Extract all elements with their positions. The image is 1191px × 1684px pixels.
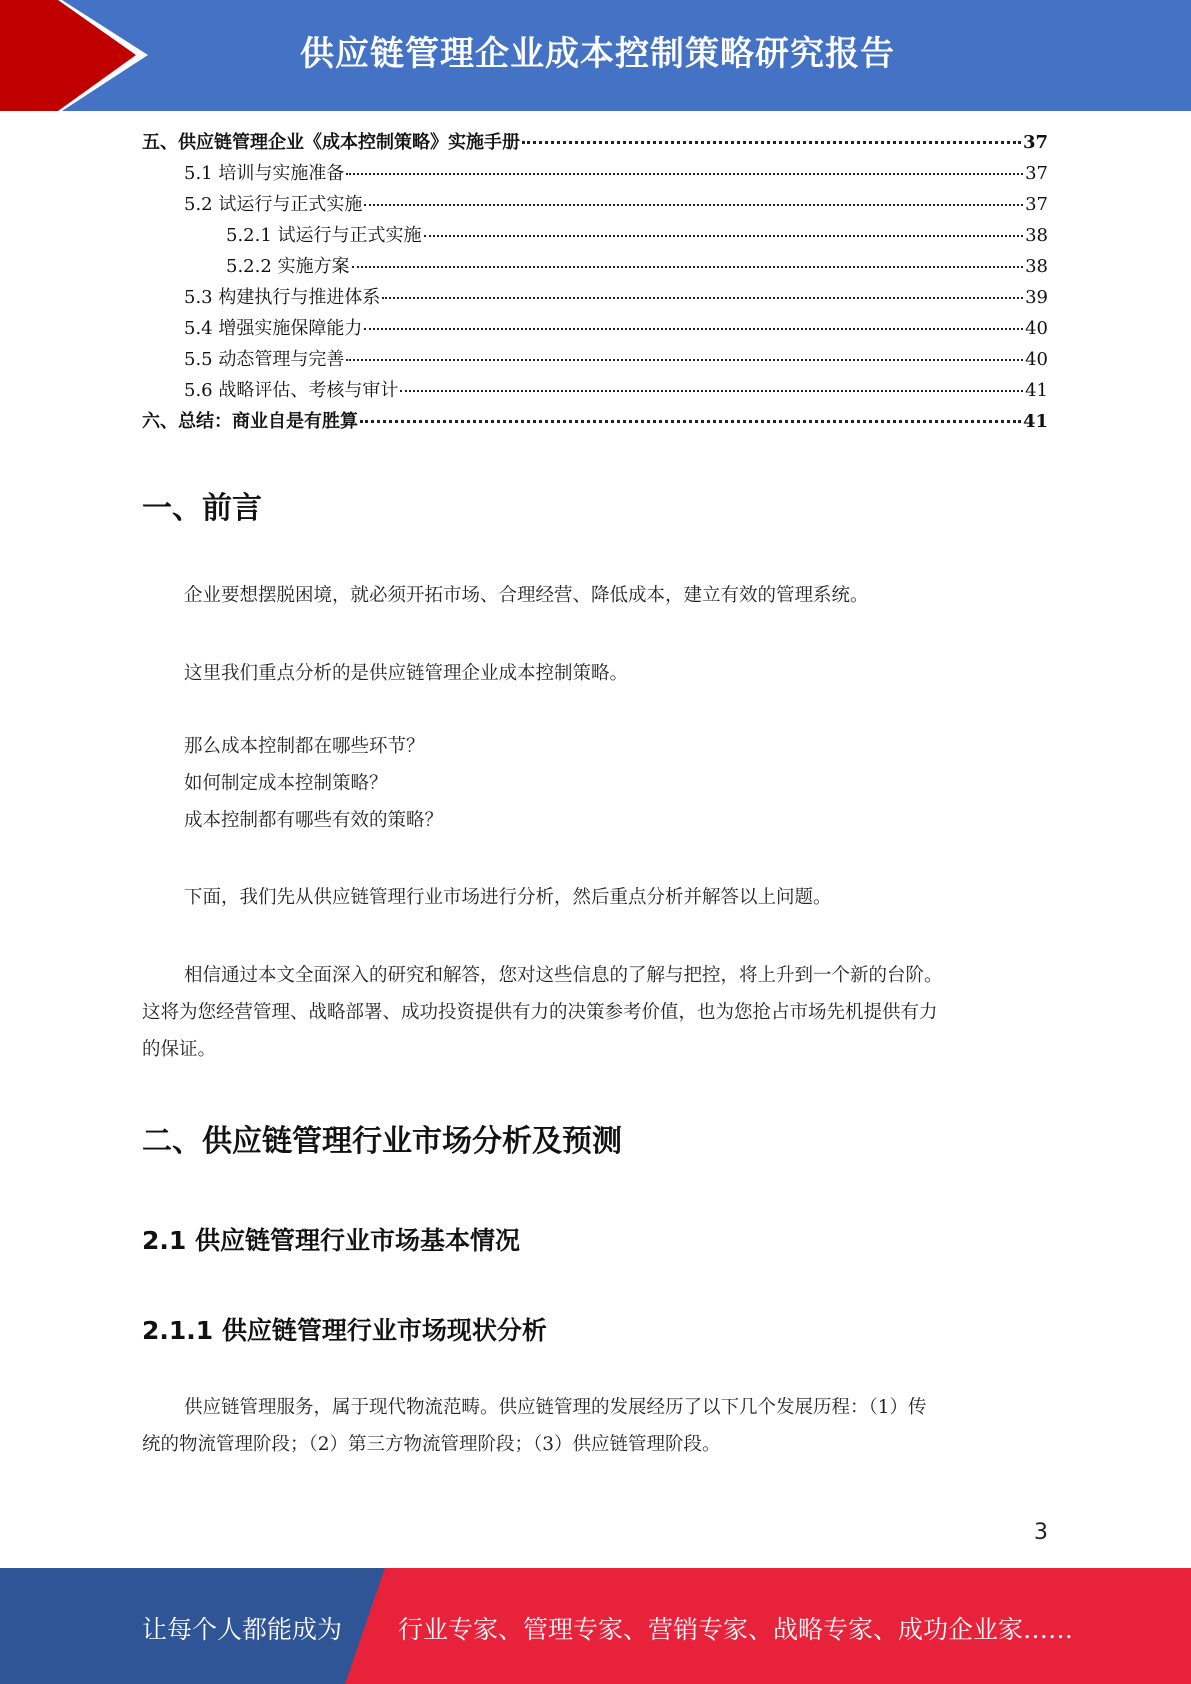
footer-slogan-right: 行业专家、管理专家、营销专家、战略专家、成功企业家…… xyxy=(398,1615,1074,1644)
toc-entry[interactable] xyxy=(142,159,1048,190)
toc-entry[interactable] xyxy=(142,376,1048,407)
toc-dot-leader xyxy=(522,141,1021,144)
toc-dot-leader xyxy=(346,173,1023,175)
toc-dot-leader xyxy=(352,266,1024,268)
toc-entry-label: 5.2 试运行与正式实施 xyxy=(184,194,363,215)
toc-entry-label: 5.2.2 实施方案 xyxy=(226,256,350,277)
toc-entry[interactable] xyxy=(142,283,1048,314)
toc-entry-page: 38 xyxy=(1025,256,1048,277)
toc-entry-label: 五、供应链管理企业《成本控制策略》实施手册 xyxy=(142,132,520,153)
footer-slogan-left: 让每个人都能成为 xyxy=(142,1615,343,1644)
report-title: 供应链管理企业成本控制策略研究报告 xyxy=(300,34,895,74)
question-item: 如何制定成本控制策略？ xyxy=(184,773,388,794)
paragraph: 这里我们重点分析的是供应链管理企业成本控制策略。 xyxy=(184,663,629,684)
toc-entry[interactable] xyxy=(142,407,1048,438)
question-item: 成本控制都有哪些有效的策略？ xyxy=(184,810,444,831)
toc-entry-page: 37 xyxy=(1025,163,1048,184)
header-chevron-icon xyxy=(0,0,150,111)
toc-entry-page: 41 xyxy=(1025,380,1048,401)
paragraph: 下面，我们先从供应链管理行业市场进行分析，然后重点分析并解答以上问题。 xyxy=(184,887,832,908)
toc-entry-label: 5.1 培训与实施准备 xyxy=(184,163,345,184)
subsection-heading: 2.1 供应链管理行业市场基本情况 xyxy=(142,1226,520,1255)
toc-entry-page: 40 xyxy=(1025,349,1048,370)
toc-entry-label: 5.3 构建执行与推进体系 xyxy=(184,287,381,308)
toc-entry[interactable] xyxy=(142,190,1048,221)
toc-dot-leader xyxy=(364,204,1023,206)
toc-entry-label: 5.2.1 试运行与正式实施 xyxy=(226,225,422,246)
toc-dot-leader xyxy=(360,420,1021,423)
toc-entry-page: 39 xyxy=(1025,287,1048,308)
toc-entry-page: 37 xyxy=(1022,132,1048,153)
table-of-contents xyxy=(142,128,1048,438)
toc-entry-page: 41 xyxy=(1022,411,1048,432)
paragraph: 企业要想摆脱困境，就必须开拓市场、合理经营、降低成本，建立有效的管理系统。 xyxy=(184,585,869,606)
subsubsection-heading: 2.1.1 供应链管理行业市场现状分析 xyxy=(142,1316,547,1345)
toc-entry[interactable] xyxy=(142,221,1048,252)
toc-dot-leader xyxy=(382,297,1023,299)
toc-entry[interactable] xyxy=(142,252,1048,283)
page-footer xyxy=(0,1568,1191,1684)
toc-entry-label: 六、总结：商业自是有胜算 xyxy=(142,411,358,432)
toc-entry[interactable] xyxy=(142,128,1048,159)
page-header xyxy=(0,0,1191,111)
paragraph: 相信通过本文全面深入的研究和解答，您对这些信息的了解与把控，将上升到一个新的台阶。 这将为您经营管理、战略部署、成功投资提供有力的决策参考价值，也为您抢占市场先机提供有力 的保证。 xyxy=(142,965,943,1060)
toc-entry[interactable] xyxy=(142,345,1048,376)
toc-entry[interactable] xyxy=(142,314,1048,345)
page-number: 3 xyxy=(1034,1520,1048,1545)
paragraph: 供应链管理服务，属于现代物流范畴。供应链管理的发展经历了以下几个发展历程：（1）传 统的物流管理阶段；（2）第三方物流管理阶段；（3）供应链管理阶段。 xyxy=(142,1397,927,1455)
toc-entry-page: 40 xyxy=(1025,318,1048,339)
toc-entry-label: 5.6 战略评估、考核与审计 xyxy=(184,380,399,401)
section-heading-preface: 一、前言 xyxy=(142,491,262,526)
question-list xyxy=(142,728,1048,839)
toc-dot-leader xyxy=(400,390,1023,392)
toc-entry-label: 5.5 动态管理与完善 xyxy=(184,349,345,370)
toc-entry-page: 38 xyxy=(1025,225,1048,246)
section-heading-market: 二、供应链管理行业市场分析及预测 xyxy=(142,1124,622,1159)
toc-entry-label: 5.4 增强实施保障能力 xyxy=(184,318,363,339)
toc-entry-page: 37 xyxy=(1025,194,1048,215)
toc-dot-leader xyxy=(364,328,1023,330)
toc-dot-leader xyxy=(424,235,1024,237)
question-item: 那么成本控制都在哪些环节？ xyxy=(184,736,425,757)
toc-dot-leader xyxy=(346,359,1023,361)
